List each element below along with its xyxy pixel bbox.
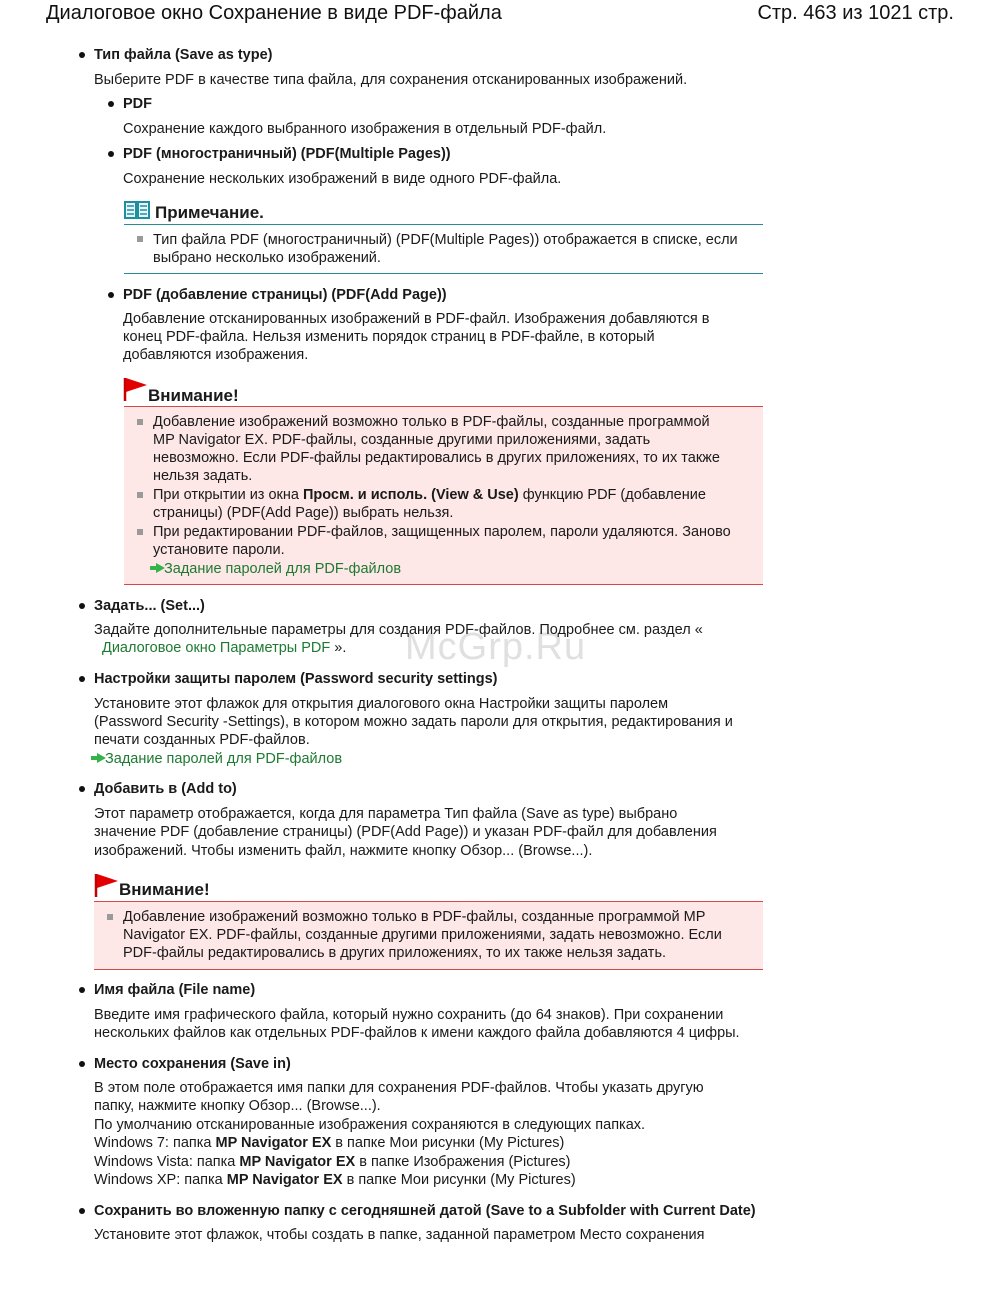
pdf-multi-heading: PDF (многостраничный) (PDF(Multiple Pages)) bbox=[123, 146, 451, 162]
book-note-icon bbox=[124, 200, 150, 220]
password-heading: Настройки защиты паролем (Password security settings) bbox=[94, 671, 498, 687]
warning-title-2: Внимание! bbox=[119, 880, 210, 899]
warning-item-1-l3: невозможно. Если PDF-файлы редактировались в других приложениях, то их также bbox=[153, 450, 720, 466]
add-to-heading: Добавить в (Add to) bbox=[94, 781, 237, 797]
note-text-2: выбрано несколько изображений. bbox=[153, 250, 381, 266]
list-square bbox=[107, 914, 113, 920]
warning2-l3: PDF-файлы редактировались в других приложениях, то их также нельзя задать. bbox=[123, 945, 667, 961]
list-square bbox=[137, 529, 143, 535]
password-desc-1: Установите этот флажок для открытия диалогового окна Настройки защиты паролем bbox=[94, 696, 669, 712]
save-as-type-desc: Выберите PDF в качестве типа файла, для сохранения отсканированных изображений. bbox=[94, 72, 688, 88]
subfolder-desc: Установите этот флажок, чтобы создать в папке, заданной параметром Место сохранения bbox=[94, 1227, 705, 1243]
warning-item-1-l2: MP Navigator EX. PDF-файлы, созданные другими приложениями, задать bbox=[153, 432, 651, 448]
set-link-line: Диалоговое окно Параметры PDF ». bbox=[102, 640, 347, 656]
add-to-desc-1: Этот параметр отображается, когда для параметра Тип файла (Save as type) выбрано bbox=[94, 806, 678, 822]
pdf-heading: PDF bbox=[123, 96, 152, 112]
warning-item-2-l2: страницы) (PDF(Add Page)) выбрать нельзя. bbox=[153, 505, 454, 521]
file-name-desc-1: Введите имя графического файла, который нужно сохранить (до 64 знаков). При сохранении bbox=[94, 1007, 724, 1023]
pdf-multi-desc: Сохранение нескольких изображений в виде одного PDF-файла. bbox=[123, 171, 562, 187]
password-link-1[interactable]: Задание паролей для PDF-файлов bbox=[153, 560, 401, 579]
save-as-type-heading: Тип файла (Save as type) bbox=[94, 47, 273, 63]
save-in-desc-1: В этом поле отображается имя папки для сохранения PDF-файлов. Чтобы указать другую bbox=[94, 1080, 704, 1096]
warning-item-1-l4: нельзя задать. bbox=[153, 468, 253, 484]
save-in-win7: Windows 7: папка MP Navigator EX в папке Мои рисунки (My Pictures) bbox=[94, 1135, 565, 1151]
save-in-xp: Windows XP: папка MP Navigator EX в папке Мои рисунки (My Pictures) bbox=[94, 1172, 576, 1188]
warning-item-3-l1: При редактировании PDF-файлов, защищенных паролем, пароли удаляются. Заново bbox=[153, 524, 731, 540]
set-desc: Задайте дополнительные параметры для создания PDF-файлов. Подробнее см. раздел « bbox=[94, 622, 703, 638]
warning-title: Внимание! bbox=[148, 386, 239, 405]
arrow-right-icon bbox=[156, 563, 165, 573]
pdf-add-desc-3: добавляются изображения. bbox=[123, 347, 309, 363]
save-in-heading: Место сохранения (Save in) bbox=[94, 1056, 291, 1072]
password-link-2[interactable]: Задание паролей для PDF-файлов bbox=[94, 750, 342, 769]
pdf-add-heading: PDF (добавление страницы) (PDF(Add Page)) bbox=[123, 287, 447, 303]
warning-item-1-l1: Добавление изображений возможно только в PDF-файлы, созданные программой bbox=[153, 414, 710, 430]
note-title: Примечание. bbox=[155, 203, 264, 222]
page-title: Диалоговое окно Сохранение в виде PDF-файла bbox=[46, 2, 502, 24]
add-to-desc-3: изображений. Чтобы изменить файл, нажмите кнопку Обзор... (Browse...). bbox=[94, 843, 593, 859]
watermark: McGrp.Ru bbox=[405, 626, 587, 668]
pdf-add-desc-1: Добавление отсканированных изображений в PDF-файл. Изображения добавляются в bbox=[123, 311, 710, 327]
list-square bbox=[137, 419, 143, 425]
set-heading: Задать... (Set...) bbox=[94, 598, 205, 614]
flag-warning-icon bbox=[93, 872, 119, 898]
pdf-desc: Сохранение каждого выбранного изображения в отдельный PDF-файл. bbox=[123, 121, 607, 137]
flag-warning-icon bbox=[122, 376, 148, 402]
note-text-1: Тип файла PDF (многостраничный) (PDF(Multiple Pages)) отображается в списке, если bbox=[153, 232, 738, 248]
warning-item-3-l2: установите пароли. bbox=[153, 542, 285, 558]
warning2-l1: Добавление изображений возможно только в PDF-файлы, созданные программой MP bbox=[123, 909, 706, 925]
password-desc-2: (Password Security -Settings), в котором можно задать пароли для открытия, редактирования и bbox=[94, 714, 733, 730]
pdf-settings-link[interactable]: Диалоговое окно Параметры PDF bbox=[102, 640, 331, 656]
arrow-right-icon bbox=[97, 753, 106, 763]
list-square bbox=[137, 492, 143, 498]
pdf-add-desc-2: конец PDF-файла. Нельзя изменить порядок страниц в PDF-файле, в который bbox=[123, 329, 655, 345]
password-desc-3: печати созданных PDF-файлов. bbox=[94, 732, 310, 748]
subfolder-heading: Сохранить во вложенную папку с сегодняшней датой (Save to a Subfolder with Current Date) bbox=[94, 1203, 756, 1219]
list-square bbox=[137, 236, 143, 242]
warning-item-2-l1: При открытии из окна Просм. и исполь. (View & Use) функцию PDF (добавление bbox=[153, 487, 706, 503]
save-in-desc-3: По умолчанию отсканированные изображения сохраняются в следующих папках. bbox=[94, 1117, 646, 1133]
file-name-desc-2: нескольких файлов как отдельных PDF-файлов к имени каждого файла добавляются 4 цифры. bbox=[94, 1025, 740, 1041]
add-to-desc-2: значение PDF (добавление страницы) (PDF(Add Page)) и указан PDF-файл для добавления bbox=[94, 824, 717, 840]
save-in-desc-2: папку, нажмите кнопку Обзор... (Browse...). bbox=[94, 1098, 381, 1114]
save-in-vista: Windows Vista: папка MP Navigator EX в папке Изображения (Pictures) bbox=[94, 1154, 571, 1170]
page-counter: Стр. 463 из 1021 стр. bbox=[757, 2, 954, 24]
warning2-l2: Navigator EX. PDF-файлы, созданные другими приложениями, задать невозможно. Если bbox=[123, 927, 722, 943]
file-name-heading: Имя файла (File name) bbox=[94, 982, 256, 998]
